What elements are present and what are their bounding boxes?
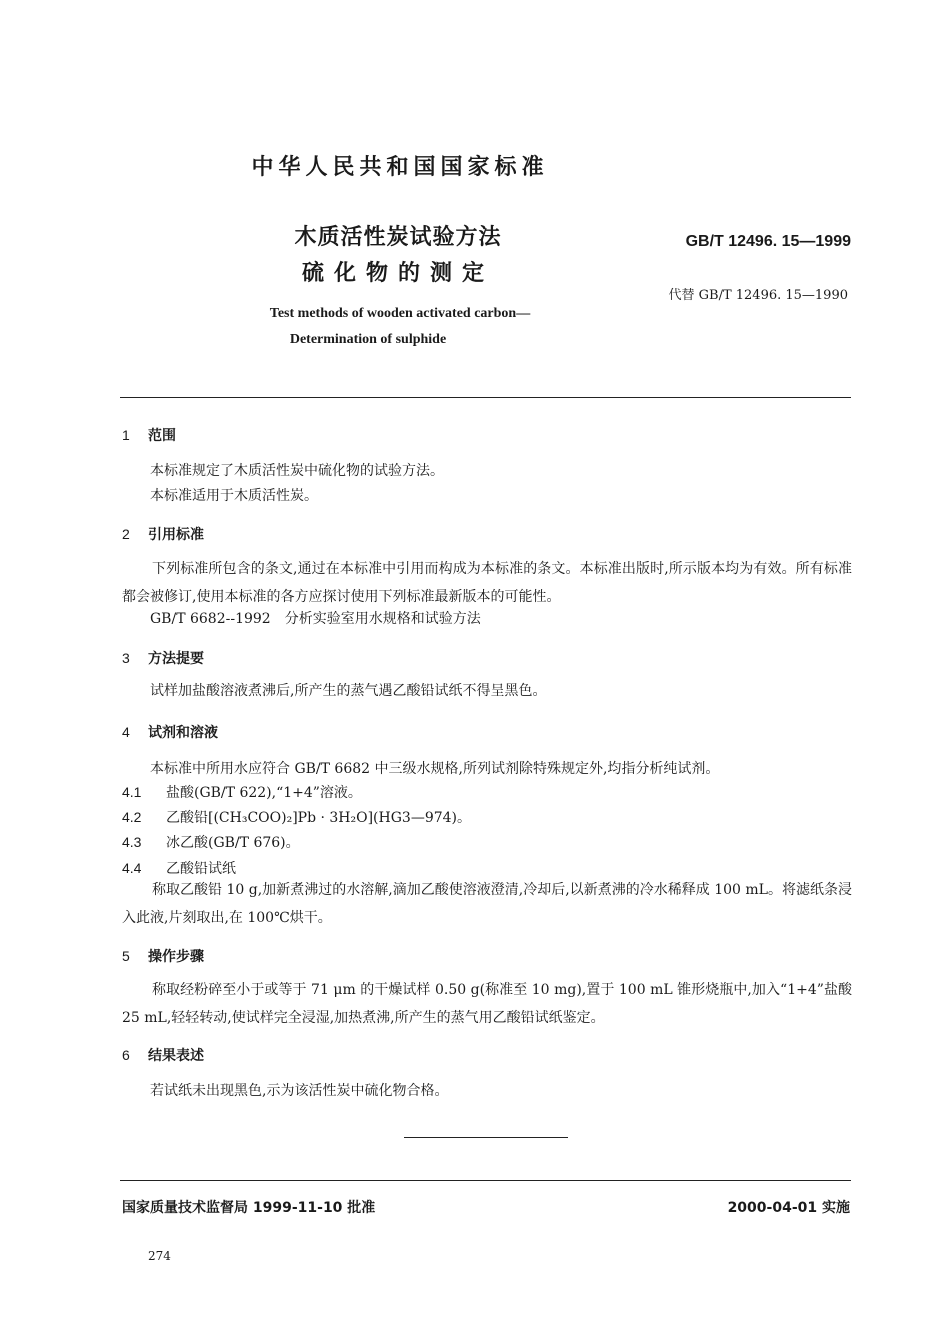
section-2-reference: GB/T 6682--1992 分析实验室用水规格和试验方法 [150,611,481,627]
section-number: 4 [122,724,130,740]
item-4-1 [122,782,362,802]
section-2-paragraph: 下列标准所包含的条文,通过在本标准中引用而构成为本标准的条文。本标准出版时,所示版本均为有效。所有标准都会被修订,使用本标准的各方应探讨使用下列标准最新版本的可能性。 [122,561,852,605]
section-3-paragraph: 试样加盐酸溶液煮沸后,所产生的蒸气遇乙酸铅试纸不得呈黑色。 [150,683,547,699]
document-title-line1: 木质活性炭试验方法 [294,225,502,250]
approval-line: 国家质量技术监督局 1999-11-10 批准 [122,1200,376,1216]
section-title: 操作步骤 [148,949,204,965]
implementation-date: 2000-04-01 实施 [727,1200,850,1216]
section-4-heading [122,722,218,742]
section-4-paragraph-1: 本标准中所用水应符合 GB/T 6682 中三级水规格,所列试剂除特殊规定外,均指分析纯试剂。 [150,761,720,777]
section-number: 3 [122,650,130,666]
header-divider [120,397,851,398]
section-1-heading [122,425,176,445]
english-title-line1: Test methods of wooden activated carbon— [269,306,531,321]
item-number: 4.2 [122,809,142,825]
section-2-heading [122,524,204,544]
section-6-paragraph: 若试纸未出现黑色,示为该活性炭中硫化物合格。 [150,1083,449,1099]
section-number: 1 [122,427,130,443]
item-text: 乙酸铅[(CH₃COO)₂]Pb · 3H₂O](HG3—974)。 [166,810,472,826]
item-number: 4.4 [122,860,142,876]
item-text: 盐酸(GB/T 622),“1+4”溶液。 [166,785,362,801]
section-title: 方法提要 [148,651,204,667]
item-number: 4.3 [122,834,142,850]
item-4-3 [122,832,300,852]
end-divider [404,1137,568,1138]
section-number: 5 [122,948,130,964]
section-title: 引用标准 [148,527,204,543]
standard-code: GB/T 12496. 15—1999 [685,233,851,250]
item-4-4 [122,858,236,878]
section-title: 试剂和溶液 [148,725,218,741]
national-standard-heading: 中华人民共和国国家标准 [251,155,549,180]
english-title-line2: Determination of sulphide [289,332,447,347]
section-6-heading [122,1045,204,1065]
item-text: 乙酸铅试纸 [166,861,236,877]
item-number: 4.1 [122,784,142,800]
section-5-heading [122,946,204,966]
section-1-paragraph-1: 本标准规定了木质活性炭中硫化物的试验方法。 [150,463,444,479]
section-number: 2 [122,526,130,542]
section-number: 6 [122,1047,130,1063]
section-5-paragraph: 称取经粉碎至小于或等于 71 μm 的干燥试样 0.50 g(称准至 10 mg),置于 100 mL 锥形烧瓶中,加入“1+4”盐酸 25 mL,轻轻转动,使试样完全浸湿,加热煮沸,所产生的蒸气用乙酸铅试纸鉴定。 [122,982,852,1026]
footer-divider [120,1180,851,1181]
item-text: 冰乙酸(GB/T 676)。 [166,835,300,851]
item-4-2 [122,807,471,827]
section-title: 范围 [148,428,176,444]
document-title-line2: 硫化物的测定 [301,261,494,286]
page-number: 274 [148,1249,171,1263]
section-3-heading [122,648,204,668]
section-4-paragraph-2: 称取乙酸铅 10 g,加新煮沸过的水溶解,滴加乙酸使溶液澄清,冷却后,以新煮沸的冷水稀释成 100 mL。将滤纸条浸入此液,片刻取出,在 100℃烘干。 [122,882,852,926]
section-1-paragraph-2: 本标准适用于木质活性炭。 [150,488,318,504]
replaces-code: 代替 GB/T 12496. 15—1990 [668,288,848,303]
section-title: 结果表述 [148,1048,204,1064]
